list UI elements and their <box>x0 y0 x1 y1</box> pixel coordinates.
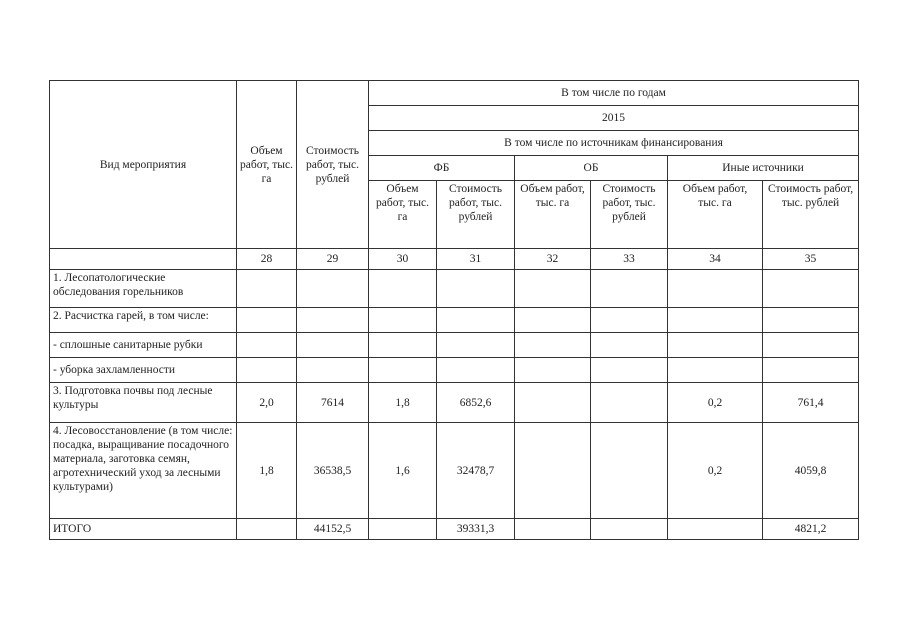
sub-header-other-obem: Объем работ, тыс. га <box>668 181 763 249</box>
table-cell <box>763 308 859 333</box>
table-cell <box>763 333 859 358</box>
column-number: 31 <box>437 249 515 270</box>
row-label: 3. Подготовка почвы под лесные культуры <box>50 383 237 423</box>
table-cell <box>297 358 369 383</box>
table-cell <box>437 358 515 383</box>
table-cell <box>591 270 668 308</box>
table-cell: 1,8 <box>237 423 297 519</box>
table-cell <box>515 308 591 333</box>
row-label: - уборка захламленности <box>50 358 237 383</box>
table-cell <box>515 270 591 308</box>
sub-header-fb-stoim: Стоимость работ, тыс. рублей <box>437 181 515 249</box>
column-number: 34 <box>668 249 763 270</box>
table-cell <box>437 270 515 308</box>
table-cell: 0,2 <box>668 423 763 519</box>
table-cell <box>591 383 668 423</box>
total-row <box>50 519 859 540</box>
table-cell <box>515 358 591 383</box>
table-cell: 4821,2 <box>763 519 859 540</box>
table-row <box>50 270 859 308</box>
table-cell <box>297 308 369 333</box>
table-cell: 1,8 <box>369 383 437 423</box>
sub-header-other-stoim: Стоимость работ, тыс. рублей <box>763 181 859 249</box>
header-stoim: Стоимость работ, тыс. рублей <box>297 81 369 249</box>
table-cell: 6852,6 <box>437 383 515 423</box>
table-cell <box>515 383 591 423</box>
sub-header-ob-stoim: Стоимость работ, тыс. рублей <box>591 181 668 249</box>
column-number: 33 <box>591 249 668 270</box>
table-cell <box>369 270 437 308</box>
table-cell <box>237 333 297 358</box>
table-cell <box>515 333 591 358</box>
table-cell <box>591 358 668 383</box>
column-number-empty <box>50 249 237 270</box>
table-row <box>50 333 859 358</box>
column-number: 35 <box>763 249 859 270</box>
header-other: Иные источники <box>668 156 859 181</box>
row-label: - сплошные санитарные рубки <box>50 333 237 358</box>
table-cell <box>668 308 763 333</box>
table-cell: 44152,5 <box>297 519 369 540</box>
table-row <box>50 358 859 383</box>
header-by-sources: В том числе по источникам финансирования <box>369 131 859 156</box>
sub-header-ob-obem: Объем работ, тыс. га <box>515 181 591 249</box>
table-cell <box>369 333 437 358</box>
table-cell <box>668 519 763 540</box>
table-cell <box>437 308 515 333</box>
table-cell <box>237 270 297 308</box>
table-cell: 7614 <box>297 383 369 423</box>
table-cell <box>297 270 369 308</box>
table-cell <box>369 308 437 333</box>
column-number: 32 <box>515 249 591 270</box>
table-cell <box>515 519 591 540</box>
table-cell <box>668 358 763 383</box>
header-vid: Вид мероприятия <box>50 81 237 249</box>
table-cell: 4059,8 <box>763 423 859 519</box>
table-cell: 36538,5 <box>297 423 369 519</box>
table-cell <box>763 270 859 308</box>
table-cell: 0,2 <box>668 383 763 423</box>
table-cell <box>591 333 668 358</box>
table-cell <box>763 358 859 383</box>
row-label: 2. Расчистка гарей, в том числе: <box>50 308 237 333</box>
table-cell: 32478,7 <box>437 423 515 519</box>
table-cell <box>237 519 297 540</box>
table-cell: 761,4 <box>763 383 859 423</box>
table-cell <box>297 333 369 358</box>
header-by-years: В том числе по годам <box>369 81 859 106</box>
table-row <box>50 423 859 519</box>
table-cell <box>237 308 297 333</box>
row-label: 1. Лесопатологические обследования горельников <box>50 270 237 308</box>
table-cell <box>668 333 763 358</box>
table-cell <box>437 333 515 358</box>
financing-table <box>49 80 859 540</box>
table-row <box>50 308 859 333</box>
header-fb: ФБ <box>369 156 515 181</box>
header-obem: Объем работ, тыс. га <box>237 81 297 249</box>
row-label: ИТОГО <box>50 519 237 540</box>
table-cell <box>591 308 668 333</box>
header-ob: ОБ <box>515 156 668 181</box>
table-cell <box>515 423 591 519</box>
table-cell: 39331,3 <box>437 519 515 540</box>
table-cell <box>591 423 668 519</box>
column-number-row <box>50 249 859 270</box>
table-cell <box>369 519 437 540</box>
table-row <box>50 383 859 423</box>
table-cell <box>369 358 437 383</box>
column-number: 29 <box>297 249 369 270</box>
table-cell <box>668 270 763 308</box>
column-number: 28 <box>237 249 297 270</box>
table-cell <box>237 358 297 383</box>
table-cell: 2,0 <box>237 383 297 423</box>
table-cell: 1,6 <box>369 423 437 519</box>
sub-header-fb-obem: Объем работ, тыс. га <box>369 181 437 249</box>
row-label: 4. Лесовосстановление (в том числе: посадка, выращивание посадочного материала, заготовка семян, агротехнический уход за лесными культурами) <box>50 423 237 519</box>
header-year: 2015 <box>369 106 859 131</box>
column-number: 30 <box>369 249 437 270</box>
table-cell <box>591 519 668 540</box>
